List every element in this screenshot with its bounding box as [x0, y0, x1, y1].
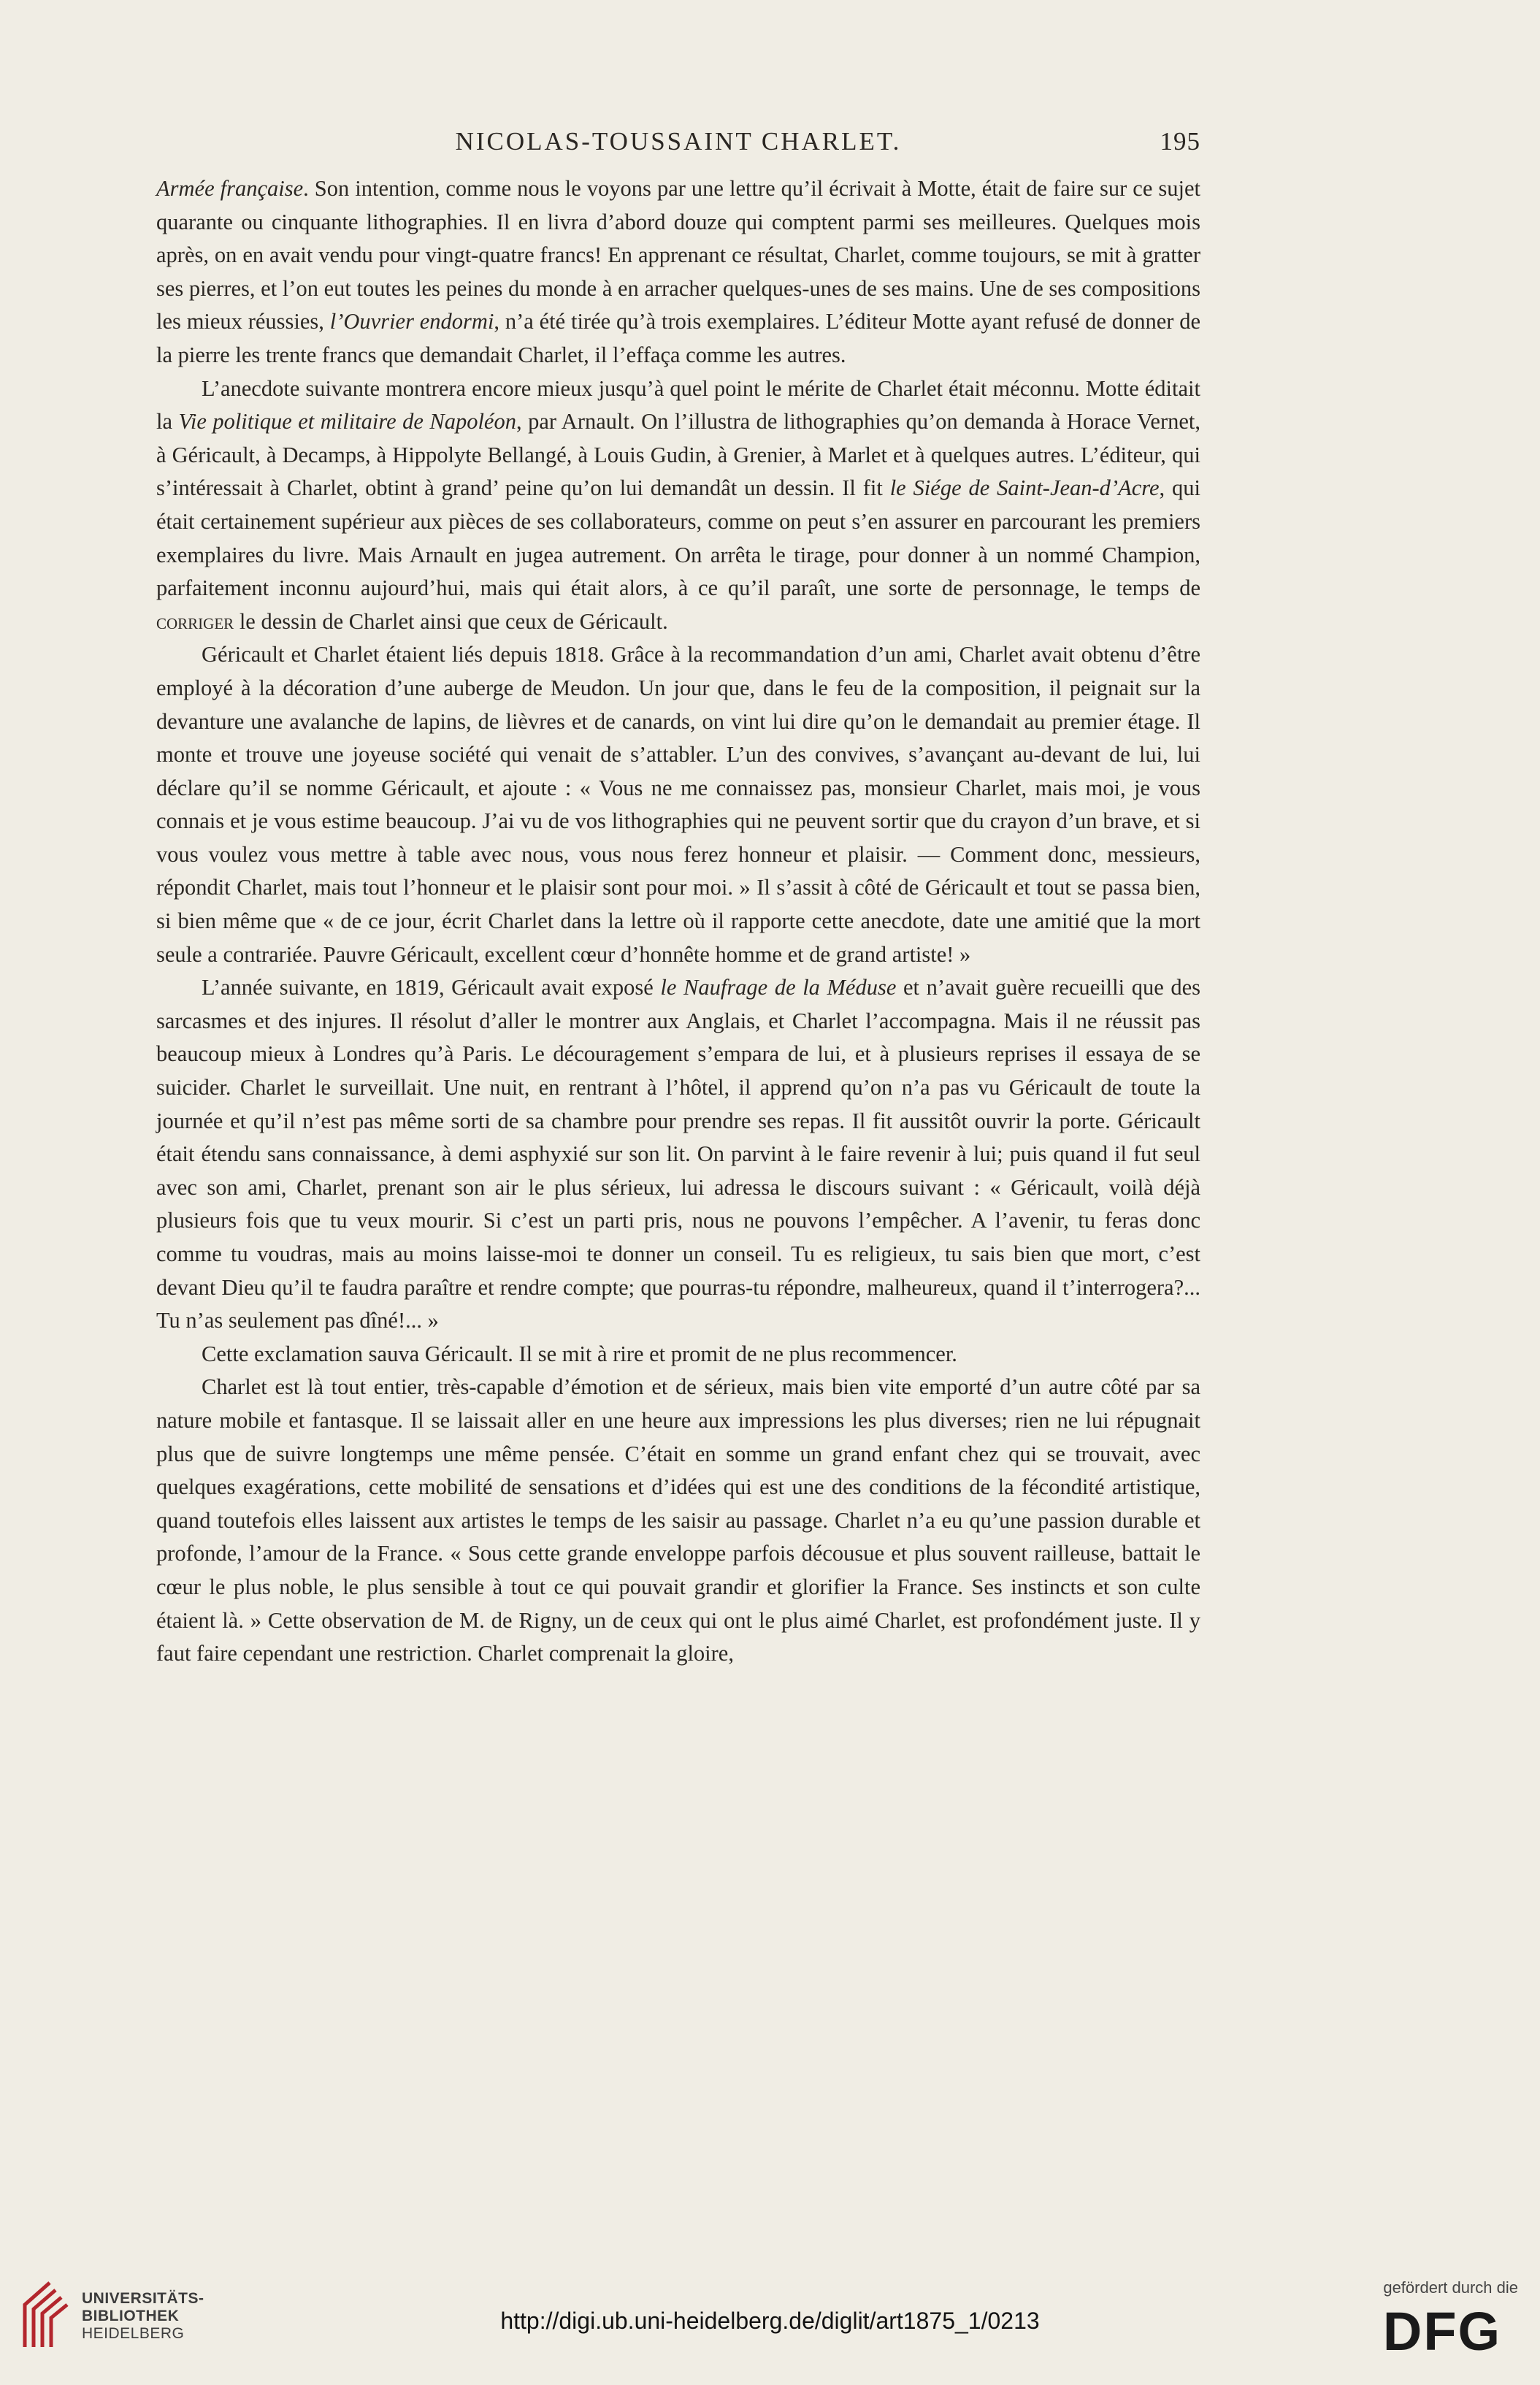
- text-run: et n’avait guère recueilli que des sarcasmes et des injures. Il résolut d’aller le montrer aux Anglais, et Charlet l’accompagna. Mais il ne réussit pas beaucoup mieux à Londres qu’à Paris. Le découragement s’empara de lui, et à plusieurs reprises il essaya de se suicider. Charlet le surveillait. Une nuit, en rentrant à l’hôtel, il apprend qu’on n’a pas vu Géricault de toute la journée et qu’il n’est pas même sorti de sa chambre pour prendre ses repas. Il fit aussitôt ouvrir la porte. Géricault était étendu sans connaissance, à demi asphyxié sur son lit. On parvint à le faire revenir à lui; puis quand il fut seul avec son ami, Charlet, prenant son air le plus sérieux, lui adressa le discours suivant : « Géricault, voilà déjà plusieurs fois que tu veux mourir. Si c’est un parti pris, nous ne pouvons l’empêcher. A l’avenir, tu feras donc comme tu voudras, mais au moins laisse-moi te donner un conseil. Tu es religieux, tu sais bien que mort, c’est devant Dieu qu’il te faudra paraître et rendre compte; que pourras-tu répondre, malheureux, quand il t’interrogera?... Tu n’as seulement pas dîné!... »: [156, 975, 1200, 1333]
- library-name-line: UNIVERSITÄTS-: [82, 2290, 204, 2307]
- dfg-logo-text: DFG: [1382, 2305, 1502, 2356]
- body-text: [156, 172, 1200, 1671]
- paragraph-6: [156, 1371, 1200, 1670]
- paragraph-2: [156, 372, 1200, 639]
- digitization-footer: [0, 2249, 1540, 2385]
- text-run: , n’a été tirée qu’à trois exemplaires. L’éditeur Motte ayant refusé de donner de la pierre les trente francs que demandait Charlet, il l’effaça comme les autres.: [156, 309, 1200, 367]
- text-run: L’anecdote suivante montrera encore mieux jusqu’à quel point le mérite de Charlet était méconnu. Motte éditait la: [156, 375, 1200, 434]
- italic-title: Armée française: [156, 176, 304, 201]
- running-head: [156, 127, 1200, 164]
- text-run: . Son intention, comme nous le voyons par une lettre qu’il écrivait à Motte, était de faire sur ce sujet quarante ou cinquante lithographies. Il en livra d’abord douze qui comptent parmi ses meilleures. Quelques mois après, on en avait vendu pour vingt-quatre francs! En apprenant ce résultat, Charlet, comme toujours, se mit à gratter ses pierres, et l’on eut toutes les peines du monde à en arracher quelques-unes de ses mains. Une de ses compositions les mieux réussies,: [156, 176, 1200, 334]
- text-run: , qui était certainement supérieur aux pièces de ses collaborateurs, comme on peut s’en assurer en parcourant les premiers exemplaires du livre. Mais Arnault en jugea autrement. On arrêta le tirage, pour donner à un nommé Champion, parfaitement inconnu aujourd’hui, mais qui était alors, à ce qu’il paraît, une sorte de personnage, le temps de: [156, 475, 1200, 601]
- text-run: L’année suivante, en 1819, Géricault avait exposé: [202, 975, 661, 1000]
- page-number: 195: [1160, 127, 1200, 156]
- italic-title: l’Ouvrier endormi: [329, 309, 494, 334]
- text-run: Cette exclamation sauva Géricault. Il se mit à rire et promit de ne plus recommencer.: [202, 1341, 957, 1366]
- text-run: , par Arnault. On l’illustra de lithographies qu’on demanda à Horace Vernet, à Géricault, à Decamps, à Hippolyte Bellangé, à Louis Gudin, à Grenier, à Marlet et à quelques autres. L’éditeur, qui s’intéressait à Charlet, obtint à grand’ peine qu’on lui demandât un dessin. Il fit: [156, 409, 1200, 501]
- library-name-line: BIBLIOTHEK: [82, 2308, 180, 2324]
- text-run: Charlet est là tout entier, très-capable d’émotion et de sérieux, mais bien vite emporté d’un autre côté par sa nature mobile et fantasque. Il se laissait aller en une heure aux impressions les plus diverses; rien ne lui répugnait plus que de suivre longtemps une même pensée. C’était en somme un grand enfant chez qui se trouvait, avec quelques exagérations, cette mobilité de sensations et d’idées qui est une des conditions de la fécondité artistique, quand toutefois elles laissent aux artistes le temps de les saisir au passage. Charlet n’a eu qu’une passion durable et profonde, l’amour de la France. « Sous cette grande enveloppe parfois décousue et plus souvent railleuse, battait le cœur le plus noble, le plus sensible à tout ce qui pouvait grandir et glorifier la France. Ses instincts et son culte étaient là. » Cette observation de M. de Rigny, un de ceux qui ont le plus aimé Charlet, est profondément juste. Il y faut faire cependant une restriction. Charlet comprenait la gloire,: [156, 1374, 1200, 1666]
- text-run: Géricault et Charlet étaient liés depuis 1818. Grâce à la recommandation d’un ami, Charlet avait obtenu d’être employé à la décoration d’une auberge de Meudon. Un jour que, dans le feu de la composition, il peignait sur la devanture une avalanche de lapins, de lièvres et de canards, on vint lui dire qu’on le demandait au premier étage. Il monte et trouve une joyeuse société qui venait de s’attabler. L’un des convives, s’avançant au-devant de lui, lui déclare qu’il se nomme Géricault, et ajoute : « Vous ne me connaissez pas, monsieur Charlet, mais moi, je vous connais et je vous estime beaucoup. J’ai vu de vos lithographies qui ne peuvent sortir que du crayon d’un brave, et si vous voulez vous mettre à table avec nous, vous nous ferez honneur et plaisir. — Comment donc, messieurs, répondit Charlet, mais tout l’honneur et le plaisir sont pour moi. » Il s’assit à côté de Géricault et tout se passa bien, si bien même que « de ce jour, écrit Charlet dans la lettre où il rapporte cette anecdote, date une amitié que la mort seule a contrariée. Pauvre Géricault, excellent cœur d’honnête homme et de grand artiste! »: [156, 642, 1200, 967]
- text-run: le dessin de Charlet ainsi que ceux de Géricault.: [234, 608, 668, 634]
- paragraph-4: [156, 971, 1200, 1338]
- funding-label: gefördert durch die: [1383, 2278, 1518, 2297]
- paragraph-5: [156, 1338, 1200, 1371]
- paragraph-3: [156, 638, 1200, 971]
- running-head-title: NICOLAS-TOUSSAINT CHARLET.: [455, 127, 902, 156]
- permalink-url[interactable]: http://digi.ub.uni-heidelberg.de/diglit/art1875_1/0213: [500, 2308, 1040, 2334]
- italic-title: Vie politique et militaire de Napoléon: [178, 409, 516, 434]
- paragraph-1: [156, 172, 1200, 372]
- dfg-logo-icon: [1369, 2305, 1515, 2356]
- small-caps-word: corriger: [156, 608, 234, 634]
- italic-title: le Siége de Saint-Jean-d’Acre: [889, 475, 1160, 501]
- library-name-line: HEIDELBERG: [82, 2325, 185, 2342]
- italic-title: le Naufrage de la Méduse: [660, 975, 897, 1000]
